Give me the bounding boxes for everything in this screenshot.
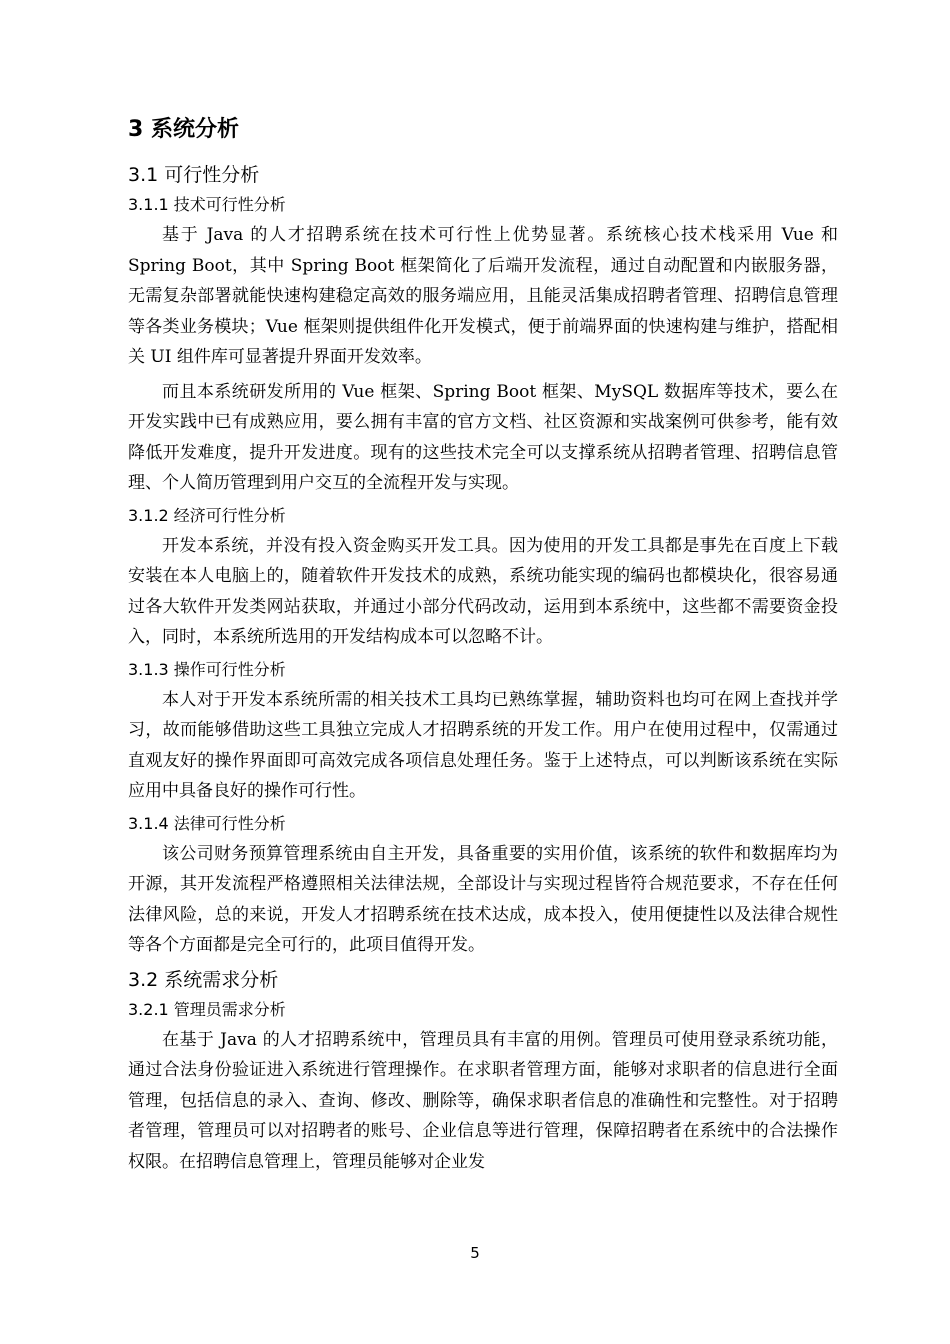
paragraph-3-1-2: 开发本系统，并没有投入资金购买开发工具。因为使用的开发工具都是事先在百度上下载安装在本人电脑上的，随着软件开发技术的成熟，系统功能实现的编码也都模块化，很容易通过各大软件开发类网站获取，并通过小部分代码改动，运用到本系统中，这些都不需要资金投入，同时，本系统所选用的开发结构成本可以忽略不计。 [128,535,838,647]
subsection-title-3-1-2: 3.1.2 经济可行性分析 [128,505,286,525]
subsection-title-3-1-1: 3.1.1 技术可行性分析 [128,195,286,214]
page-number: 5 [470,1244,480,1262]
chapter-title: 3 系统分析 [128,117,239,142]
paragraph-3-1-1-b: 而且本系统研发所用的 Vue 框架、Spring Boot 框架、MySQL 数据库等技术，要么在开发实践中已有成熟应用，要么拥有丰富的官方文档、社区资源和实战案例可供参考，能有效降低开发难度，提升开发进度。现有的这些技术完全可以支撑系统从招聘者管理、招聘信息管理、个人简历管理到用户交互的全流程开发与实现。 [128,381,838,493]
paragraph-3-1-4: 该公司财务预算管理系统由自主开发，具备重要的实用价值，该系统的软件和数据库均为开源，其开发流程严格遵照相关法律法规，全部设计与实现过程皆符合规范要求，不存在任何法律风险，总的来说，开发人才招聘系统在技术达成，成本投入，使用便捷性以及法律合规性等各个方面都是完全可行的，此项目值得开发。 [128,843,838,955]
subsection-title-3-1-3: 3.1.3 操作可行性分析 [128,659,286,679]
paragraph-3-1-1-a: 基于 Java 的人才招聘系统在技术可行性上优势显著。系统核心技术栈采用 Vue 和 Spring Boot，其中 Spring Boot 框架简化了后端开发流程，通过自动配置和内嵌服务器，无需复杂部署就能快速构建稳定高效的服务端应用，且能灵活集成招聘者管理、招聘信息管理等各类业务模块；Vue 框架则提供组件化开发模式，便于前端界面的快速构建与维护，搭配相关 UI 组件库可显著提升界面开发效率。 [128,225,838,367]
subsection-title-3-2-1: 3.2.1 管理员需求分析 [128,999,286,1019]
section-title-3-2: 3.2 系统需求分析 [128,968,279,991]
paragraph-3-2-1: 在基于 Java 的人才招聘系统中，管理员具有丰富的用例。管理员可使用登录系统功能，通过合法身份验证进入系统进行管理操作。在求职者管理方面，能够对求职者的信息进行全面管理，包括信息的录入、查询、修改、删除等，确保求职者信息的准确性和完整性。对于招聘者管理，管理员可以对招聘者的账号、企业信息等进行管理，保障招聘者在系统中的合法操作权限。在招聘信息管理上，管理员能够对企业发 [128,1029,838,1172]
page-content [128,114,838,1181]
section-title-3-1: 3.1 可行性分析 [128,164,260,186]
paragraph-3-1-3: 本人对于开发本系统所需的相关技术工具均已熟练掌握，辅助资料也均可在网上查找并学习，故而能够借助这些工具独立完成人才招聘系统的开发工作。用户在使用过程中，仅需通过直观友好的操作界面即可高效完成各项信息处理任务。鉴于上述特点，可以判断该系统在实际应用中具备良好的操作可行性。 [128,689,838,801]
subsection-title-3-1-4: 3.1.4 法律可行性分析 [128,813,286,833]
